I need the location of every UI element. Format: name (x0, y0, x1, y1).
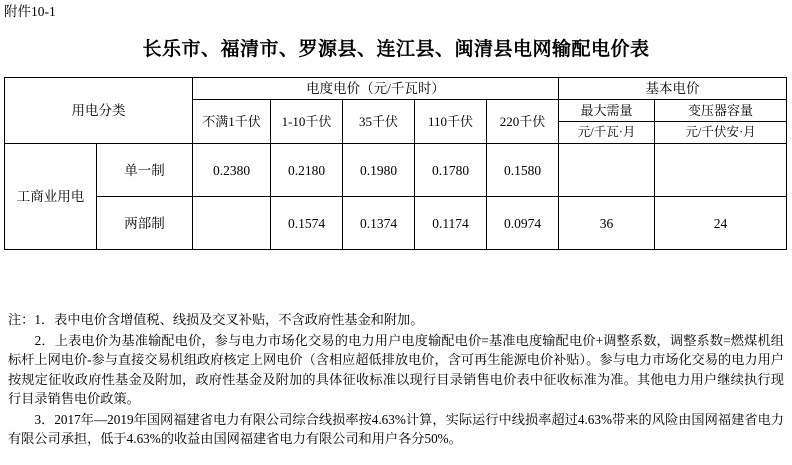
cell-energy-1-1: 0.1574 (271, 197, 343, 250)
header-energy-col-3: 110千伏 (415, 100, 487, 144)
row-group-label: 工商业用电 (5, 144, 97, 250)
cell-basic-0-0 (559, 144, 655, 197)
electricity-price-table (4, 77, 787, 250)
note-1: 注：1．表中电价含增值税、线损及交叉补贴，不含政府性基金和附加。 (8, 312, 424, 327)
header-energy-col-2: 35千伏 (343, 100, 415, 144)
cell-energy-0-1: 0.2180 (271, 144, 343, 197)
notes-section (8, 310, 784, 450)
cell-basic-0-1 (655, 144, 787, 197)
cell-energy-1-0 (193, 197, 271, 250)
cell-energy-1-3: 0.1174 (415, 197, 487, 250)
header-basic-col-1: 变压器容量 (655, 100, 787, 122)
table-header-row-1 (5, 78, 787, 100)
header-basic-col-0: 最大需量 (559, 100, 655, 122)
cell-energy-1-4: 0.0974 (487, 197, 559, 250)
header-basic-unit-0: 元/千瓦·月 (559, 122, 655, 144)
header-basic-unit-1: 元/千伏安·月 (655, 122, 787, 144)
header-basic-group: 基本电价 (559, 78, 787, 100)
note-2: 2．上表电价为基准输配电价，参与电力市场化交易的电力用户电度输配电价=基准电度输配电价+调整系数，调整系数=燃煤机组标杆上网电价-参与直接交易机组政府核定上网电价（含相应超低排放电价，含可再生能源电价补贴）。参与电力市场化交易的电力用户按规定征收政府性基金及附加，政府性基金及附加的具体征收标准以现行目录销售电价表中征收标准为准。其他电力用户继续执行现行目录销售电价政策。 (8, 332, 784, 406)
cell-energy-0-4: 0.1580 (487, 144, 559, 197)
cell-basic-1-0: 36 (559, 197, 655, 250)
row-label-0: 单一制 (97, 144, 193, 197)
cell-energy-0-3: 0.1780 (415, 144, 487, 197)
table-row (5, 197, 787, 250)
table-row (5, 144, 787, 197)
header-energy-group: 电度电价（元/千瓦时） (193, 78, 559, 100)
header-energy-col-4: 220千伏 (487, 100, 559, 144)
header-category: 用电分类 (5, 78, 193, 144)
attachment-label: 附件10-1 (4, 4, 56, 19)
row-label-1: 两部制 (97, 197, 193, 250)
header-energy-col-1: 1-10千伏 (271, 100, 343, 144)
cell-energy-0-0: 0.2380 (193, 144, 271, 197)
cell-energy-1-2: 0.1374 (343, 197, 415, 250)
cell-basic-1-1: 24 (655, 197, 787, 250)
header-energy-col-0: 不满1千伏 (193, 100, 271, 144)
page-title: 长乐市、福清市、罗源县、连江县、闽清县电网输配电价表 (142, 39, 650, 60)
note-3: 3．2017年—2019年国网福建省电力有限公司综合线损率按4.63%计算，实际运行中线损率超过4.63%带来的风险由国网福建省电力有限公司承担，低于4.63%的收益由国网福建省电力有限公司和用户各分50%。 (8, 411, 784, 446)
cell-energy-0-2: 0.1980 (343, 144, 415, 197)
